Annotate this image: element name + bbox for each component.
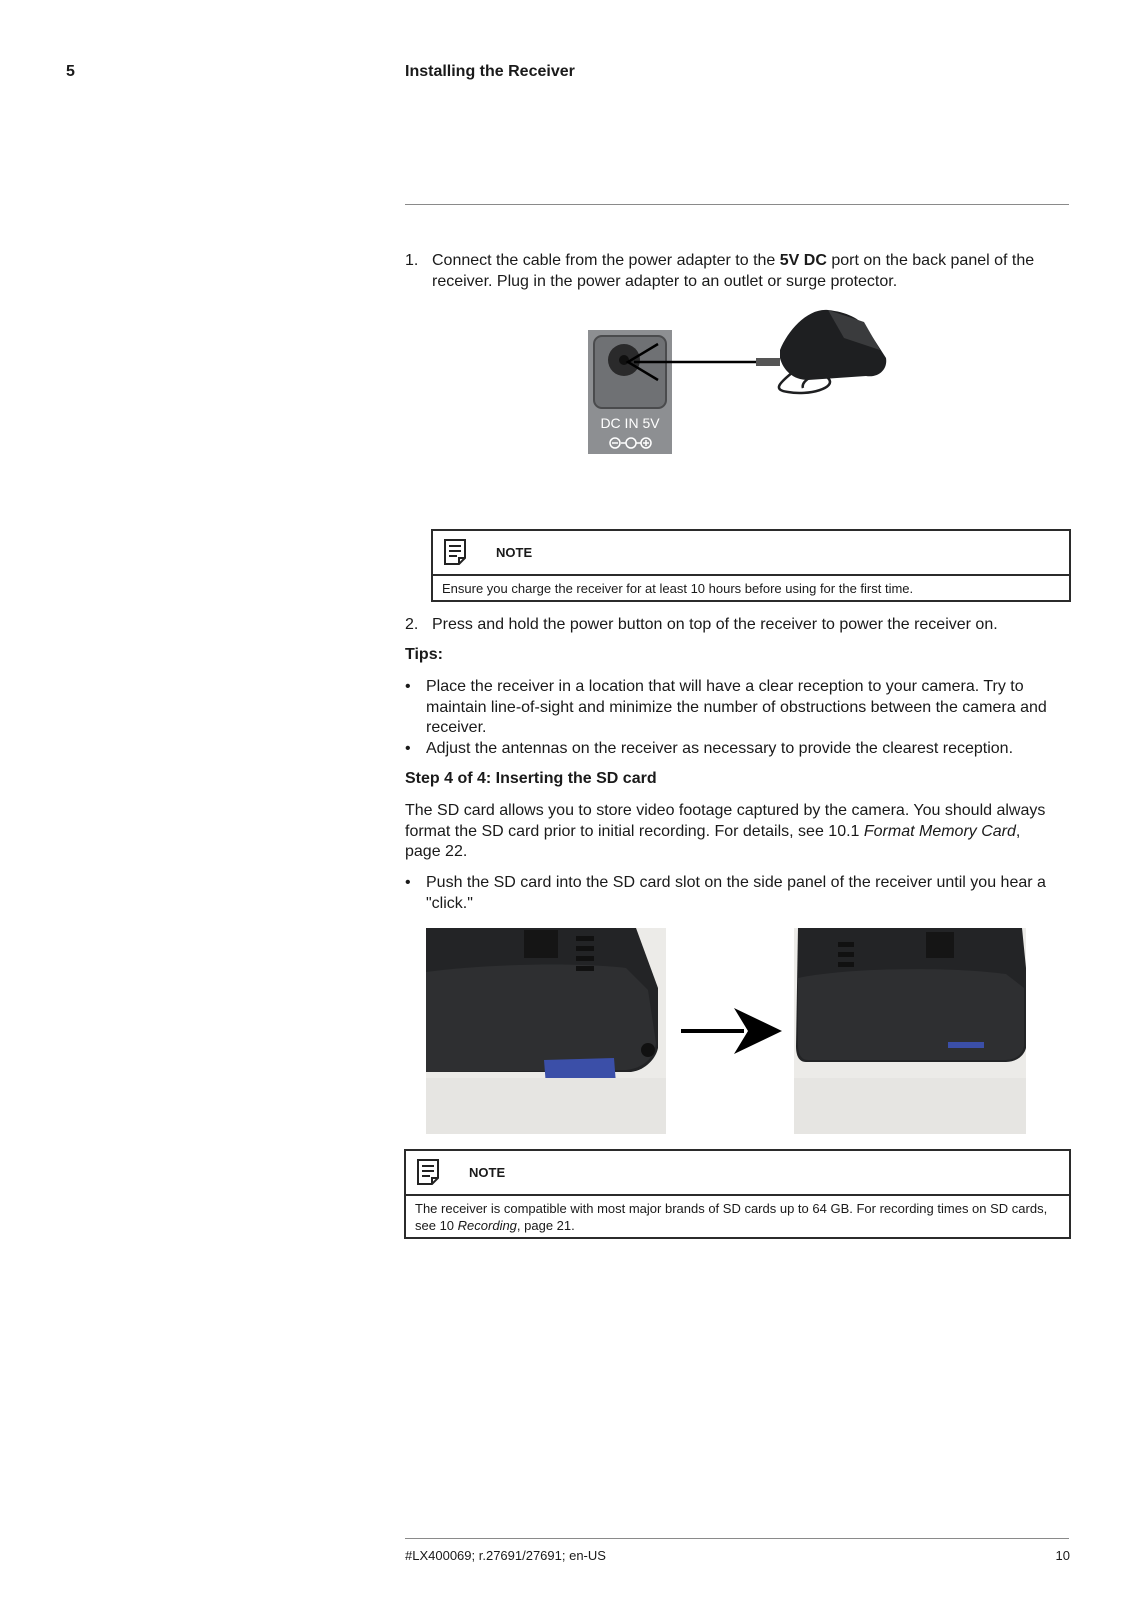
bullet-marker: • [405,740,411,757]
page-number: 10 [1055,1548,1070,1563]
cross-reference: Format Memory Card [863,822,1016,840]
tip-text: Adjust the antennas on the receiver as necessary to provide the clearest reception. [426,740,1014,757]
bullet-marker: • [405,874,411,891]
step-number: 2. [405,616,419,633]
power-adapter-figure [588,300,918,460]
header-divider [405,204,1069,205]
list-item [405,873,1070,915]
step-text: Press and hold the power button on top of the receiver to power the receiver on. [432,616,998,633]
note-box [431,529,1071,602]
port-label: DC IN 5V [600,415,660,431]
note-text-part: , page 21. [516,1218,575,1233]
port-name: 5V DC [779,252,827,269]
step-1 [405,251,1070,293]
note-text-part: The receiver is compatible with most major brands of SD cards up to 64 GB. For recording times on SD cards, see 10 [415,1201,1048,1233]
list-item [405,739,1070,760]
note-header [433,531,1069,576]
step-number: 1. [405,252,419,269]
note-title: NOTE [496,545,533,560]
note-document-icon [416,1158,440,1186]
cross-reference: Recording [457,1218,517,1233]
step-2 [405,615,1070,636]
sd-paragraph [405,801,1055,863]
power-adapter-illustration [588,300,918,460]
tip-text: Place the receiver in a location that will have a clear reception to your camera. Try to maintain line-of-sight and minimize the number of obstructions between the camera and receiver. [426,678,1047,736]
note-document-icon [443,538,467,566]
step-text-part: Connect the cable from the power adapter to the [432,252,780,269]
chapter-number: 5 [66,63,75,80]
note-text [406,1196,1069,1240]
note-text: Ensure you charge the receiver for at least 10 hours before using for the first time. [442,581,914,596]
step-text-part: port on the back panel of the receiver. Plug in the power adapter to an outlet or surge protector. [432,252,1035,290]
sd-card-illustration [426,928,1026,1134]
list-item [405,677,1070,739]
paragraph-text: The SD card allows you to store video footage captured by the camera. You should always format the SD card prior to initial recording. For details, see 10.1 [405,802,1046,840]
bullet-marker: • [405,678,411,695]
note-box [404,1149,1071,1239]
step-text [432,251,1070,292]
sd-instruction: Push the SD card into the SD card slot on the side panel of the receiver until you hear a "click." [426,874,1046,912]
tips-heading: Tips: [405,646,443,663]
paragraph-text: , page 22. [405,822,1021,860]
chapter-title: Installing the Receiver [405,63,575,80]
note-header [406,1151,1069,1196]
note-title: NOTE [469,1165,506,1180]
section-heading: Step 4 of 4: Inserting the SD card [405,770,657,787]
footer-divider [405,1538,1069,1539]
sd-card-figure [426,928,1026,1134]
document-id: #LX400069; r.27691/27691; en-US [405,1548,606,1563]
